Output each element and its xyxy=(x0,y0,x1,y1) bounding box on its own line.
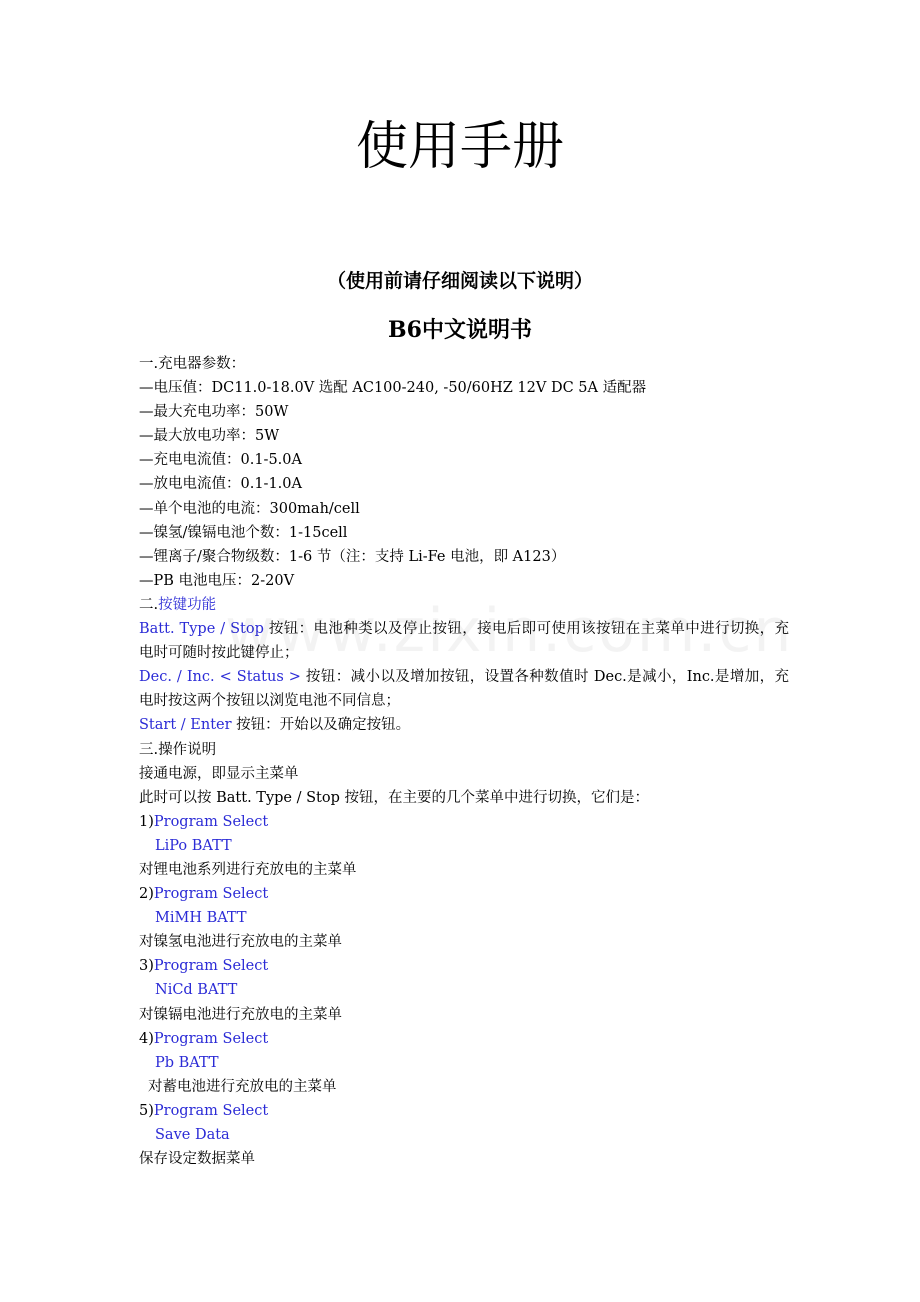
menu-number: 1) xyxy=(139,813,154,830)
menu-desc: 对镍镉电池进行充放电的主菜单 xyxy=(139,1006,342,1023)
menu-sub: LiPo BATT xyxy=(155,837,232,854)
button-desc-text: 按钮：开始以及确定按钮。 xyxy=(231,717,411,734)
button-desc-start xyxy=(139,713,789,737)
spec-item: —PB 电池电压：2-20V xyxy=(139,572,295,589)
spec-item: —放电电流值：0.1-1.0A xyxy=(139,476,302,493)
menu-number: 2) xyxy=(139,886,154,903)
menu-sub: Pb BATT xyxy=(155,1054,219,1071)
section2-header xyxy=(139,593,789,617)
spec-item: —锂离子/聚合物级数：1-6 节（注：支持 Li-Fe 电池，即 A123） xyxy=(139,548,566,565)
menu-sub: Save Data xyxy=(155,1127,230,1143)
section3-header: 三.操作说明 xyxy=(139,741,217,758)
menu-label: Program Select xyxy=(153,813,269,830)
spec-item: —充电电流值：0.1-5.0A xyxy=(139,452,302,469)
page-subtitle: （使用前请仔细阅读以下说明） xyxy=(326,270,593,292)
menu-item xyxy=(139,882,789,906)
menu-label: Program Select xyxy=(153,886,269,903)
button-desc-dec-inc xyxy=(139,665,789,713)
spec-item: —最大放电功率：5W xyxy=(139,428,280,445)
page-title: 使用手册 xyxy=(355,117,564,177)
menu-item xyxy=(139,954,789,978)
menu-label: Program Select xyxy=(153,1102,269,1119)
section2-prefix: 二. xyxy=(139,596,159,613)
button-name-start: Start / Enter xyxy=(139,717,232,734)
menu-number: 3) xyxy=(139,958,154,975)
menu-number: 4) xyxy=(139,1030,154,1047)
spec-item: —最大充电功率：50W xyxy=(139,404,289,421)
menu-sub: MiMH BATT xyxy=(155,910,247,927)
section2-title: 按键功能 xyxy=(158,596,217,613)
menu-item xyxy=(139,810,789,834)
menu-desc: 对锂电池系列进行充放电的主菜单 xyxy=(139,861,357,878)
menu-number: 5) xyxy=(139,1102,154,1119)
menu-desc: 对蓄电池进行充放电的主菜单 xyxy=(148,1078,337,1095)
menu-item xyxy=(139,1099,789,1123)
menu-desc: 保存设定数据菜单 xyxy=(139,1151,255,1168)
menu-item xyxy=(139,1027,789,1051)
spec-item: —电压值：DC11.0-18.0V 选配 AC100-240, -50/60HZ 12V DC 5A 适配器 xyxy=(139,380,647,397)
section-heading: B6中文说明书 xyxy=(388,317,532,343)
button-desc-text: 按钮：电池种类以及停止按钮，接电后即可使用该按钮在主菜单中进行切换，充电时可随时按此键停止； xyxy=(139,621,789,662)
button-name-batt-type: Batt. Type / Stop xyxy=(139,621,264,638)
section1-header: 一.充电器参数： xyxy=(139,356,246,372)
operation-line: 此时可以按 Batt. Type / Stop 按钮，在主要的几个菜单中进行切换，它们是： xyxy=(139,789,649,806)
menu-label: Program Select xyxy=(153,1030,269,1047)
menu-label: Program Select xyxy=(153,958,269,975)
menu-sub: NiCd BATT xyxy=(155,982,238,999)
button-desc-text: 按钮：减小以及增加按钮，设置各种数值时 Dec.是减小，Inc.是增加，充电时按这两个按钮以浏览电池不同信息； xyxy=(139,669,789,710)
menu-desc: 对镍氢电池进行充放电的主菜单 xyxy=(139,934,342,951)
spec-item: —镍氢/镍镉电池个数：1-15cell xyxy=(139,524,348,541)
spec-item: —单个电池的电流：300mah/cell xyxy=(139,500,360,517)
button-desc-batt-type xyxy=(139,617,789,665)
button-name-dec-inc: Dec. / Inc. < Status > xyxy=(139,669,301,686)
document-body xyxy=(139,352,789,1171)
operation-line: 接通电源，即显示主菜单 xyxy=(139,765,299,782)
